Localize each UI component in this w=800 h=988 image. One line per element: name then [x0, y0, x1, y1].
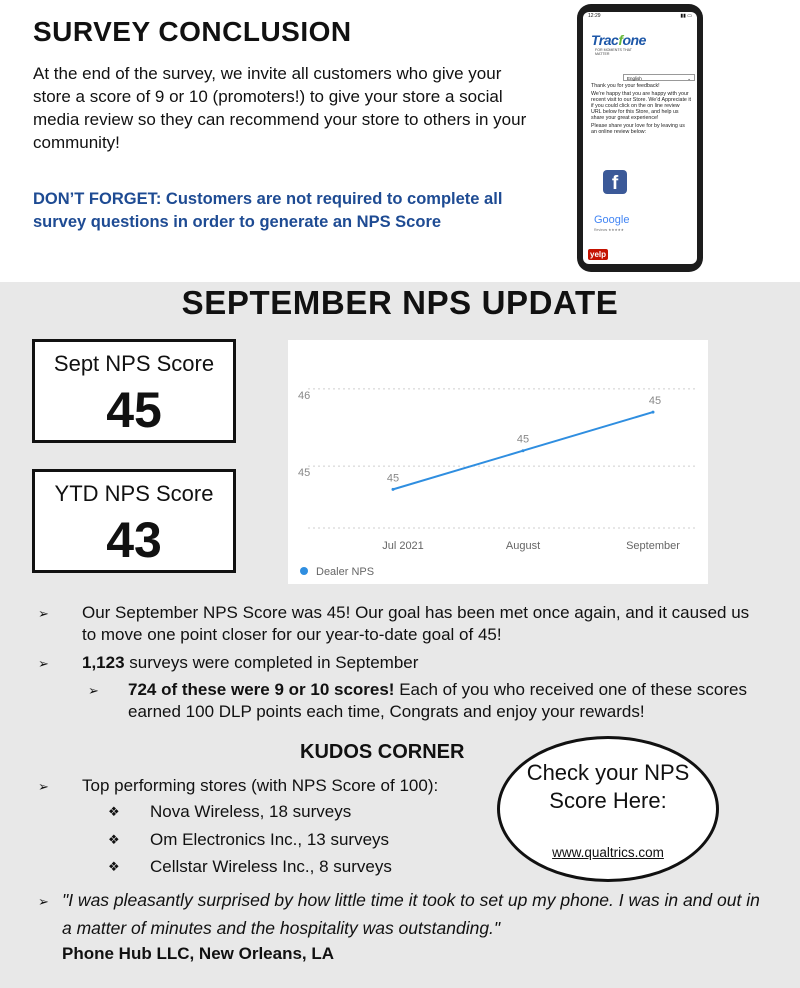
- y-tick-label: 46: [298, 389, 311, 402]
- y-tick-label: 45: [298, 467, 311, 480]
- legend-marker: [300, 567, 308, 575]
- facebook-icon[interactable]: f: [603, 170, 627, 194]
- survey-reminder: DON’T FORGET: Customers are not required to complete all survey questions in order to generate an NPS Score: [33, 190, 503, 231]
- google-reviews-label: Reviews ★★★★★: [594, 228, 624, 232]
- phone-statusbar: [583, 12, 697, 24]
- ytd-score-value: 43: [106, 512, 162, 568]
- callout-text: Check your NPS Score Here:: [526, 760, 690, 813]
- arrow-bullet-icon: ➢: [38, 779, 49, 794]
- ytd-score-box: [32, 469, 236, 573]
- sept-score-value: 45: [106, 382, 162, 438]
- survey-intro: At the end of the survey, we invite all customers who give your store a score of 9 or 10 (promoters!) to give your store a social media review so they can recommend your store to others in your community!: [33, 64, 527, 152]
- x-tick-label: August: [505, 540, 541, 552]
- kudos-store: Cellstar Wireless Inc., 8 surveys: [150, 857, 392, 876]
- phone-image: [577, 4, 703, 272]
- ytd-score-label: YTD NPS Score: [54, 481, 214, 506]
- phone-prompt: Please share your love for by leaving us an online review below:: [591, 123, 685, 135]
- arrow-bullet-icon: ➢: [38, 656, 49, 671]
- kudos-store: Om Electronics Inc., 13 surveys: [150, 830, 390, 849]
- diamond-bullet-icon: ❖: [108, 859, 120, 874]
- phone-message: We’re happy that you are happy with your recent visit to our Store. We’d Appreciate it if you could click on the on line review URL below for this Store, and help us share your great experience!: [591, 91, 692, 121]
- testimonial-author: Phone Hub LLC, New Orleans, LA: [62, 944, 335, 963]
- tracfone-logo: Tracfone: [591, 32, 646, 48]
- language-select[interactable]: English ⌄: [623, 74, 695, 81]
- arrow-bullet-icon: ➢: [38, 606, 49, 621]
- nps-chart: [288, 340, 708, 584]
- sept-score-box: [32, 339, 236, 443]
- x-tick-label: September: [626, 540, 680, 552]
- bullet-promoters: 724 of these were 9 or 10 scores! Each of you who received one of these scores earned 100 DLP points each time, Congrats and enjoy your rewards!: [128, 680, 747, 721]
- diamond-bullet-icon: ❖: [108, 804, 120, 819]
- yelp-icon[interactable]: yelp: [590, 250, 607, 259]
- data-label: 45: [648, 395, 662, 408]
- kudos-intro: Top performing stores (with NPS Score of 100):: [82, 776, 439, 795]
- kudos-store: Nova Wireless, 18 surveys: [150, 802, 352, 821]
- data-label: 45: [386, 472, 400, 485]
- nps-line-chart: [288, 340, 708, 584]
- legend-label: Dealer NPS: [316, 566, 375, 578]
- data-point: [392, 488, 395, 491]
- phone-thanks: Thank you for your feedback!: [591, 83, 660, 89]
- nps-update-title: SEPTEMBER NPS UPDATE: [181, 284, 619, 321]
- data-point: [652, 411, 655, 414]
- x-tick-label: Jul 2021: [382, 540, 424, 552]
- signal-icon: ▮▮ ▭: [680, 13, 692, 19]
- diamond-bullet-icon: ❖: [108, 832, 120, 847]
- sept-score-label: Sept NPS Score: [53, 351, 215, 376]
- qualtrics-link[interactable]: www.qualtrics.com: [552, 845, 664, 860]
- phone-time: 12:29: [588, 13, 601, 19]
- kudos-title: KUDOS CORNER: [300, 741, 465, 763]
- tracfone-tagline: FOR MOMENTS THAT MATTER: [595, 48, 632, 56]
- arrow-bullet-icon: ➢: [38, 894, 49, 909]
- arrow-bullet-icon: ➢: [88, 683, 99, 698]
- google-icon[interactable]: Google: [594, 214, 630, 226]
- data-point: [522, 449, 525, 452]
- check-score-callout: [497, 736, 719, 882]
- survey-title: SURVEY CONCLUSION: [33, 16, 352, 47]
- data-label: 45: [516, 433, 530, 446]
- testimonial-quote: "I was pleasantly surprised by how little time it took to set up my phone. I was in and out in a matter of minutes and the hospitality was outstanding.": [62, 890, 760, 938]
- bullet-goal: Our September NPS Score was 45! Our goal has been met once again, and it caused us to move one point closer for our year-to-date goal of 45!: [82, 603, 750, 644]
- chevron-down-icon: ⌄: [687, 76, 691, 81]
- bullet-surveys: 1,123 surveys were completed in September: [82, 653, 419, 672]
- phone-screen: [583, 12, 697, 264]
